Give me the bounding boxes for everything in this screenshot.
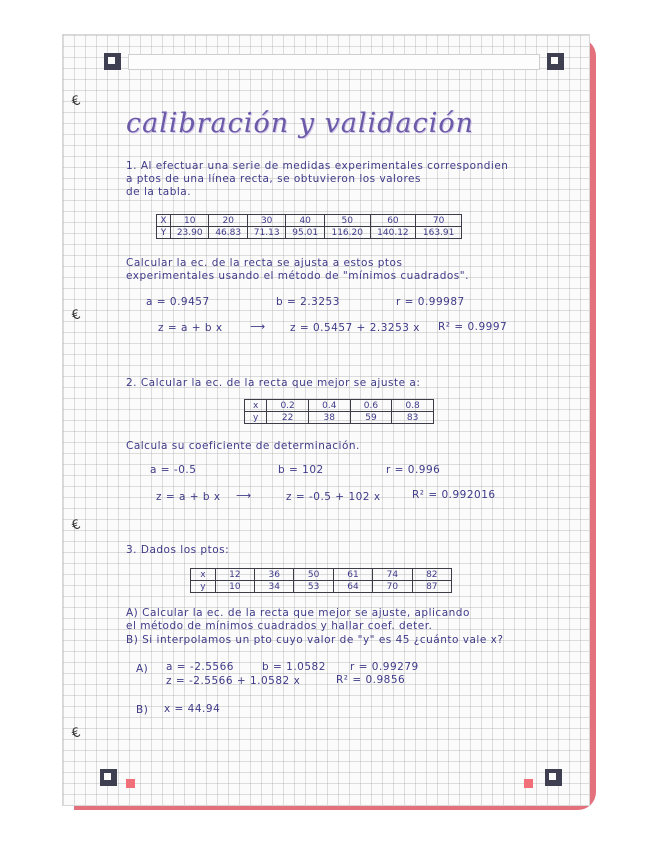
result3-b: b = 1.0582 (262, 661, 326, 673)
problem1-line1: 1. Al efectuar una serie de medidas experimentales correspondien (126, 160, 509, 172)
table-cell: 50 (294, 569, 333, 581)
corner-marker-bottom-right-icon (545, 769, 562, 786)
binder-hole-icon: € (69, 517, 83, 534)
question3a-line1: A) Calcular la ec. de la recta que mejor se ajuste, aplicando (126, 607, 470, 619)
task1-line1: Calcular la ec. de la recta se ajusta a estos ptos (126, 257, 403, 269)
result2-r: r = 0.996 (386, 464, 441, 476)
table-cell: 40 (286, 215, 324, 227)
result3-r: r = 0.99279 (350, 661, 419, 673)
question3a-line2: el método de mínimos cuadrados y hallar coef. deter. (126, 620, 433, 632)
table-cell: 61 (333, 569, 372, 581)
table-cell: 20 (209, 215, 247, 227)
table-cell: 163.91 (416, 227, 462, 239)
pink-marker-left-icon (126, 779, 135, 788)
table-cell: 116.20 (324, 227, 370, 239)
question3b: B) Si interpolamos un pto cuyo valor de "y" es 45 ¿cuánto vale x? (126, 634, 504, 646)
table-cell: 38 (308, 412, 350, 424)
result2-a: a = -0.5 (150, 464, 197, 476)
table-cell: 87 (412, 581, 451, 593)
table-cell: 140.12 (370, 227, 416, 239)
table-cell: 0.4 (308, 400, 350, 412)
table-row (245, 412, 434, 424)
r-squared2: R² = 0.992016 (412, 489, 496, 501)
table-row (157, 227, 462, 239)
table-cell: 10 (215, 581, 254, 593)
table-cell: 70 (416, 215, 462, 227)
table-cell: 53 (294, 581, 333, 593)
table-cell: 82 (412, 569, 451, 581)
pink-marker-right-icon (524, 779, 533, 788)
table-row (191, 581, 452, 593)
model2: z = a + b x (156, 491, 221, 503)
equation3: z = -2.5566 + 1.0582 x (166, 675, 301, 687)
table-cell: 70 (373, 581, 412, 593)
table-cell: y (245, 412, 267, 424)
data-table-2 (244, 399, 434, 424)
equation2: z = -0.5 + 102 x (286, 491, 381, 503)
table-cell: Y (157, 227, 171, 239)
data-table-3 (190, 568, 452, 593)
table-cell: 0.8 (392, 400, 434, 412)
result3-a: a = -2.5566 (166, 661, 234, 673)
data-table-1 (156, 214, 462, 239)
table-cell: 10 (170, 215, 208, 227)
task1-line2: experimentales usando el método de "mínimos cuadrados". (126, 270, 469, 282)
table-cell: 22 (267, 412, 309, 424)
binder-hole-icon: € (69, 93, 83, 110)
table-cell: X (157, 215, 171, 227)
answer3a-label: A) (136, 663, 149, 675)
problem2: 2. Calcular la ec. de la recta que mejor se ajuste a: (126, 377, 421, 389)
table-cell: 59 (350, 412, 392, 424)
corner-marker-bottom-left-icon (100, 769, 117, 786)
model1: z = a + b x (158, 322, 223, 334)
table-cell: 12 (215, 569, 254, 581)
table-cell: x (191, 569, 216, 581)
arrow1-icon: ⟶ (250, 321, 266, 333)
problem1-line3: de la tabla. (126, 186, 192, 198)
corner-marker-top-right-icon (547, 53, 564, 70)
table-cell: 0.2 (267, 400, 309, 412)
table-cell: 36 (255, 569, 294, 581)
result1-r: r = 0.99987 (396, 296, 465, 308)
table-cell: 64 (333, 581, 372, 593)
equation1: z = 0.5457 + 2.3253 x (290, 322, 420, 334)
result1-a: a = 0.9457 (146, 296, 210, 308)
table-row (245, 400, 434, 412)
table-cell: 23.90 (170, 227, 208, 239)
table-cell: 60 (370, 215, 416, 227)
table-cell: 83 (392, 412, 434, 424)
r-squared3: R² = 0.9856 (336, 674, 406, 686)
r-squared1: R² = 0.9997 (438, 321, 508, 333)
table-cell: y (191, 581, 216, 593)
table-cell: 74 (373, 569, 412, 581)
table-cell: 0.6 (350, 400, 392, 412)
result2-b: b = 102 (278, 464, 324, 476)
corner-marker-top-left-icon (104, 53, 121, 70)
table-row (191, 569, 452, 581)
arrow2-icon: ⟶ (236, 490, 252, 502)
binder-hole-icon: € (69, 307, 83, 324)
result3-x: x = 44.94 (164, 703, 221, 715)
result1-b: b = 2.3253 (276, 296, 340, 308)
problem1-line2: a ptos de una línea recta, se obtuvieron los valores (126, 173, 421, 185)
task2: Calcula su coeficiente de determinación. (126, 440, 360, 452)
problem3: 3. Dados los ptos: (126, 544, 230, 556)
answer3b-label: B) (136, 704, 149, 716)
table-cell: 46.83 (209, 227, 247, 239)
table-row (157, 215, 462, 227)
table-cell: 34 (255, 581, 294, 593)
table-cell: 50 (324, 215, 370, 227)
table-cell: 71.13 (247, 227, 285, 239)
table-cell: 30 (247, 215, 285, 227)
header-field (128, 54, 540, 70)
table-cell: 95.01 (286, 227, 324, 239)
page-title: calibración y validación (126, 108, 474, 139)
binder-hole-icon: € (69, 725, 83, 742)
table-cell: x (245, 400, 267, 412)
